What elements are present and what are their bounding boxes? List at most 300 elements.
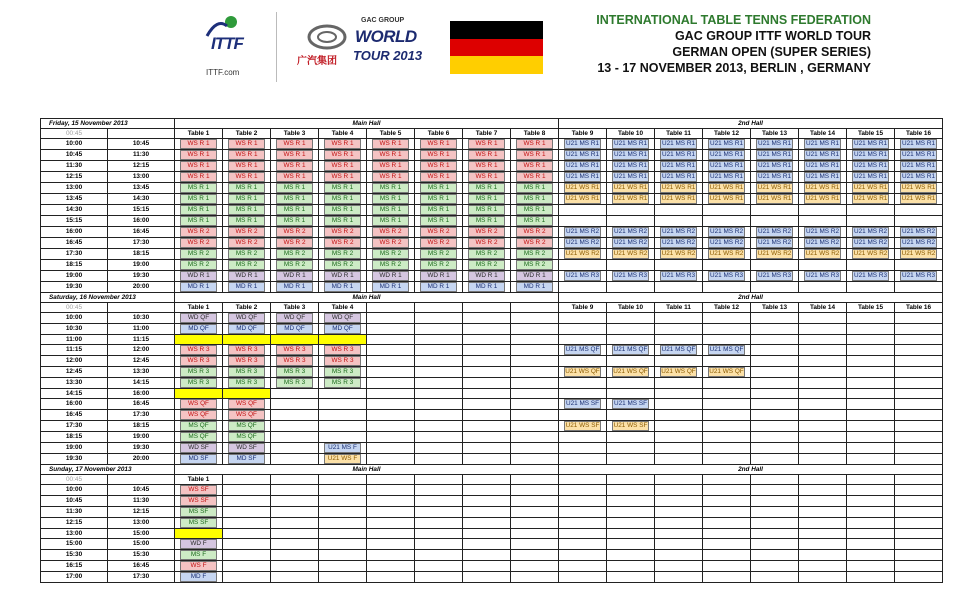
match-cell	[415, 389, 463, 399]
second-hall-label: 2nd Hall	[559, 119, 943, 129]
match-label: U21 MS SF	[565, 400, 600, 407]
match-cell	[895, 399, 943, 410]
match-cell	[607, 529, 655, 539]
match-label: MS R 1	[276, 205, 313, 215]
match-label: WS R 1	[420, 150, 457, 160]
match-cell	[895, 216, 943, 227]
match-cell	[751, 518, 799, 529]
match-cell	[559, 249, 607, 260]
match-cell	[895, 205, 943, 216]
end-time: 17:30	[108, 238, 175, 249]
match-cell	[367, 454, 415, 465]
match-label: MS R 1	[468, 216, 505, 226]
event-heading	[596, 12, 871, 76]
match-cell	[319, 518, 367, 529]
start-time: 16:45	[41, 410, 108, 421]
match-cell	[223, 260, 271, 271]
match-cell	[463, 529, 511, 539]
match-cell	[895, 356, 943, 367]
match-cell	[319, 378, 367, 389]
match-cell	[175, 539, 223, 550]
match-label: WD R 1	[420, 271, 457, 281]
match-cell	[895, 324, 943, 335]
world-tour-line1: WORLD	[355, 27, 417, 46]
match-cell	[895, 367, 943, 378]
match-cell	[559, 529, 607, 539]
match-cell	[655, 539, 703, 550]
match-cell	[847, 150, 895, 161]
match-label: U21 MS QF	[661, 346, 696, 353]
start-time: 19:00	[41, 443, 108, 454]
match-label: WD R 1	[468, 271, 505, 281]
match-label: U21 MS R1	[661, 151, 696, 158]
match-cell	[175, 216, 223, 227]
match-cell	[751, 529, 799, 539]
match-cell	[751, 194, 799, 205]
match-cell	[271, 550, 319, 561]
match-cell	[175, 194, 223, 205]
match-label: MS R 2	[180, 249, 217, 259]
end-time: 20:00	[108, 454, 175, 465]
match-cell	[607, 539, 655, 550]
match-cell	[847, 238, 895, 249]
match-cell	[175, 249, 223, 260]
table-number-header: Table 12	[703, 303, 751, 313]
match-label: MD R 1	[372, 282, 409, 292]
match-cell	[463, 313, 511, 324]
match-cell	[895, 410, 943, 421]
match-cell	[607, 282, 655, 293]
match-label: U21 WS R1	[805, 184, 840, 191]
start-time: 10:00	[41, 313, 108, 324]
match-label: MS R 3	[324, 378, 361, 388]
end-time: 16:45	[108, 561, 175, 572]
match-label: WS R 2	[372, 238, 409, 248]
match-cell	[703, 356, 751, 367]
match-cell	[703, 335, 751, 345]
match-cell	[367, 345, 415, 356]
match-cell	[175, 421, 223, 432]
match-cell	[175, 172, 223, 183]
placeholder-time: 00:45	[41, 303, 108, 313]
end-time: 17:30	[108, 572, 175, 583]
match-cell	[367, 161, 415, 172]
match-label: WS R 1	[420, 139, 457, 149]
match-cell	[607, 561, 655, 572]
match-cell	[703, 443, 751, 454]
match-cell	[367, 432, 415, 443]
table-number-header: Table 1	[175, 475, 223, 485]
match-cell	[511, 139, 559, 150]
table-number-header: Table 4	[319, 129, 367, 139]
match-label: MS R 2	[276, 249, 313, 259]
match-cell	[463, 507, 511, 518]
match-label: WS R 2	[180, 238, 217, 248]
match-label: MS R 1	[180, 216, 217, 226]
match-cell	[463, 539, 511, 550]
match-cell	[655, 249, 703, 260]
schedule-row	[41, 550, 943, 561]
match-cell	[751, 399, 799, 410]
match-cell	[175, 561, 223, 572]
match-cell	[607, 183, 655, 194]
match-cell	[703, 139, 751, 150]
match-cell	[511, 399, 559, 410]
match-cell	[271, 529, 319, 539]
day-header-row	[41, 293, 943, 303]
match-cell	[751, 249, 799, 260]
match-cell	[847, 507, 895, 518]
match-cell	[367, 205, 415, 216]
match-cell	[511, 378, 559, 389]
match-label: MS R 3	[276, 378, 313, 388]
match-cell	[415, 410, 463, 421]
start-time: 10:00	[41, 139, 108, 150]
match-cell	[751, 367, 799, 378]
match-cell	[799, 550, 847, 561]
match-cell	[799, 216, 847, 227]
match-label: U21 MS R1	[709, 140, 744, 147]
match-cell	[559, 271, 607, 282]
match-cell	[703, 432, 751, 443]
match-cell	[175, 282, 223, 293]
match-cell	[559, 561, 607, 572]
match-cell	[367, 260, 415, 271]
match-cell	[463, 389, 511, 399]
match-label: U21 MS R1	[805, 151, 840, 158]
match-cell	[367, 561, 415, 572]
match-cell	[223, 539, 271, 550]
match-label: WS R 3	[276, 356, 313, 366]
match-cell	[799, 172, 847, 183]
match-cell	[655, 205, 703, 216]
end-time: 10:30	[108, 313, 175, 324]
match-label: WS R 1	[372, 150, 409, 160]
match-label: U21 WS R1	[565, 195, 600, 202]
match-cell	[271, 172, 319, 183]
match-cell	[559, 507, 607, 518]
match-cell	[655, 345, 703, 356]
match-cell	[223, 496, 271, 507]
match-cell	[751, 550, 799, 561]
match-cell	[367, 518, 415, 529]
match-label: U21 MS SF	[613, 400, 648, 407]
start-time: 16:15	[41, 561, 108, 572]
match-cell	[847, 161, 895, 172]
match-label: MS QF	[180, 421, 217, 431]
match-cell	[655, 432, 703, 443]
schedule-row	[41, 432, 943, 443]
match-label: WS R 2	[468, 227, 505, 237]
match-label: MS R 2	[324, 260, 361, 270]
match-label: U21 WS R1	[613, 195, 648, 202]
table-number-header	[319, 475, 367, 485]
match-cell	[415, 367, 463, 378]
match-cell	[367, 271, 415, 282]
match-cell	[559, 539, 607, 550]
match-cell	[895, 529, 943, 539]
match-label: WS R 1	[324, 172, 361, 182]
match-label: WS R 1	[372, 161, 409, 171]
match-cell	[847, 194, 895, 205]
match-cell	[175, 150, 223, 161]
match-cell	[607, 443, 655, 454]
schedule-row	[41, 367, 943, 378]
match-cell	[655, 378, 703, 389]
match-cell	[223, 150, 271, 161]
match-cell	[751, 421, 799, 432]
table-number-header	[895, 475, 943, 485]
match-cell	[703, 249, 751, 260]
match-label: U21 MS R1	[565, 151, 600, 158]
match-label: U21 WS R1	[613, 184, 648, 191]
match-cell	[463, 561, 511, 572]
match-label: MS R 3	[180, 378, 217, 388]
match-label: MS R 1	[228, 183, 265, 193]
match-label: U21 WS QF	[661, 368, 696, 375]
match-label: WS R 2	[420, 238, 457, 248]
table-number-header	[511, 475, 559, 485]
match-cell	[847, 282, 895, 293]
table-number-header: Table 2	[223, 129, 271, 139]
match-cell	[847, 572, 895, 583]
match-label: U21 MS F	[324, 443, 361, 453]
match-cell	[559, 227, 607, 238]
match-label: WS R 1	[276, 161, 313, 171]
match-cell	[271, 205, 319, 216]
match-label: WS R 3	[276, 345, 313, 355]
match-cell	[607, 227, 655, 238]
table-number-header: Table 13	[751, 129, 799, 139]
match-cell	[847, 335, 895, 345]
match-cell	[799, 399, 847, 410]
match-cell	[799, 572, 847, 583]
match-cell	[799, 529, 847, 539]
match-label: WS R 2	[228, 227, 265, 237]
match-label: U21 WS R2	[661, 250, 696, 257]
match-cell	[223, 238, 271, 249]
match-cell	[703, 205, 751, 216]
table-header-row	[41, 129, 943, 139]
match-cell	[847, 227, 895, 238]
match-cell	[751, 539, 799, 550]
match-label: MS R 1	[228, 205, 265, 215]
match-cell	[703, 454, 751, 465]
match-label: WD QF	[276, 313, 313, 323]
match-cell	[175, 432, 223, 443]
match-label: MD QF	[228, 324, 265, 334]
schedule-row	[41, 572, 943, 583]
match-cell	[319, 172, 367, 183]
table-number-header	[655, 475, 703, 485]
start-time: 15:00	[41, 539, 108, 550]
match-cell	[415, 399, 463, 410]
match-cell	[751, 172, 799, 183]
match-cell	[895, 150, 943, 161]
match-cell	[511, 345, 559, 356]
schedule-row	[41, 454, 943, 465]
match-cell	[271, 518, 319, 529]
match-cell	[895, 260, 943, 271]
schedule-table	[40, 118, 943, 583]
match-cell	[847, 550, 895, 561]
match-label: U21 MS QF	[565, 346, 600, 353]
schedule-row	[41, 271, 943, 282]
match-cell	[271, 271, 319, 282]
match-cell	[751, 139, 799, 150]
start-time: 13:00	[41, 183, 108, 194]
match-label: WS R 1	[276, 150, 313, 160]
match-label: WS R 1	[468, 150, 505, 160]
match-cell	[175, 139, 223, 150]
match-label: U21 MS R2	[901, 239, 936, 246]
match-cell	[895, 335, 943, 345]
match-label: MS R 1	[372, 216, 409, 226]
match-cell	[463, 367, 511, 378]
match-cell	[223, 529, 271, 539]
match-label: MS R 1	[516, 216, 553, 226]
match-cell	[751, 507, 799, 518]
match-label: U21 MS R2	[853, 228, 888, 235]
match-cell	[751, 216, 799, 227]
table-number-header	[847, 475, 895, 485]
start-time: 17:00	[41, 572, 108, 583]
match-cell	[847, 378, 895, 389]
match-cell	[655, 454, 703, 465]
match-cell	[415, 421, 463, 432]
end-time: 12:15	[108, 507, 175, 518]
match-cell	[175, 454, 223, 465]
match-cell	[463, 572, 511, 583]
start-time: 10:45	[41, 150, 108, 161]
match-cell	[703, 378, 751, 389]
match-cell	[559, 572, 607, 583]
match-label: MS R 3	[276, 367, 313, 377]
match-label: MD R 1	[420, 282, 457, 292]
match-cell	[511, 539, 559, 550]
match-cell	[175, 271, 223, 282]
match-cell	[799, 249, 847, 260]
match-label: U21 WS R1	[565, 184, 600, 191]
match-cell	[271, 345, 319, 356]
match-cell	[847, 324, 895, 335]
match-cell	[367, 249, 415, 260]
match-label: U21 MS QF	[613, 346, 648, 353]
match-cell	[847, 345, 895, 356]
match-label: WS R 1	[468, 172, 505, 182]
match-cell	[559, 421, 607, 432]
match-cell	[175, 443, 223, 454]
match-cell	[799, 150, 847, 161]
match-cell	[895, 518, 943, 529]
match-cell	[463, 139, 511, 150]
match-cell	[367, 367, 415, 378]
match-cell	[895, 550, 943, 561]
match-cell	[847, 443, 895, 454]
match-cell	[847, 389, 895, 399]
end-time: 15:30	[108, 550, 175, 561]
federation-name: INTERNATIONAL TABLE TENNS FEDERATION	[596, 13, 871, 27]
match-label: U21 MS R1	[613, 173, 648, 180]
match-label: WS R 1	[228, 161, 265, 171]
match-cell	[703, 194, 751, 205]
match-cell	[415, 432, 463, 443]
match-cell	[607, 389, 655, 399]
match-label: WS R 3	[180, 356, 217, 366]
match-label: U21 MS R3	[901, 272, 936, 279]
schedule-row	[41, 227, 943, 238]
end-time: 13:00	[108, 172, 175, 183]
match-cell	[607, 216, 655, 227]
match-cell	[847, 139, 895, 150]
match-label: MS R 1	[276, 183, 313, 193]
match-cell	[895, 172, 943, 183]
match-cell	[271, 399, 319, 410]
match-cell	[799, 507, 847, 518]
match-cell	[751, 282, 799, 293]
end-time: 11:00	[108, 324, 175, 335]
match-label: WS R 1	[516, 172, 553, 182]
end-time: 13:45	[108, 183, 175, 194]
match-cell	[415, 139, 463, 150]
match-cell	[559, 410, 607, 421]
match-cell	[223, 172, 271, 183]
break-cell	[223, 335, 271, 345]
table-number-header: Table 5	[367, 129, 415, 139]
match-cell	[463, 421, 511, 432]
match-cell	[751, 260, 799, 271]
end-time: 13:00	[108, 518, 175, 529]
match-label: U21 MS R3	[757, 272, 792, 279]
match-cell	[271, 249, 319, 260]
match-label: U21 MS R1	[709, 162, 744, 169]
match-cell	[607, 345, 655, 356]
match-label: U21 WS R2	[709, 250, 744, 257]
match-cell	[415, 183, 463, 194]
match-cell	[703, 313, 751, 324]
match-cell	[223, 249, 271, 260]
match-cell	[607, 249, 655, 260]
match-label: U21 WS SF	[565, 422, 600, 429]
match-cell	[511, 496, 559, 507]
match-label: WS R 1	[228, 139, 265, 149]
match-label: U21 MS R2	[613, 228, 648, 235]
match-cell	[559, 550, 607, 561]
match-cell	[799, 421, 847, 432]
table-number-header: Table 9	[559, 303, 607, 313]
match-label: U21 MS R1	[757, 162, 792, 169]
match-label: MS R 1	[516, 183, 553, 193]
match-cell	[559, 260, 607, 271]
world-tour-sponsor: GAC GROUP	[361, 17, 405, 24]
match-label: MD F	[180, 572, 217, 582]
match-cell	[655, 529, 703, 539]
table-number-header: Table 10	[607, 303, 655, 313]
match-cell	[271, 238, 319, 249]
match-cell	[223, 378, 271, 389]
match-label: MS R 1	[516, 205, 553, 215]
match-cell	[415, 356, 463, 367]
end-time: 16:00	[108, 216, 175, 227]
match-label: U21 MS R1	[853, 140, 888, 147]
match-cell	[319, 161, 367, 172]
match-cell	[319, 539, 367, 550]
match-cell	[175, 161, 223, 172]
match-cell	[367, 194, 415, 205]
end-time: 11:15	[108, 335, 175, 345]
start-time: 19:00	[41, 271, 108, 282]
match-cell	[463, 410, 511, 421]
